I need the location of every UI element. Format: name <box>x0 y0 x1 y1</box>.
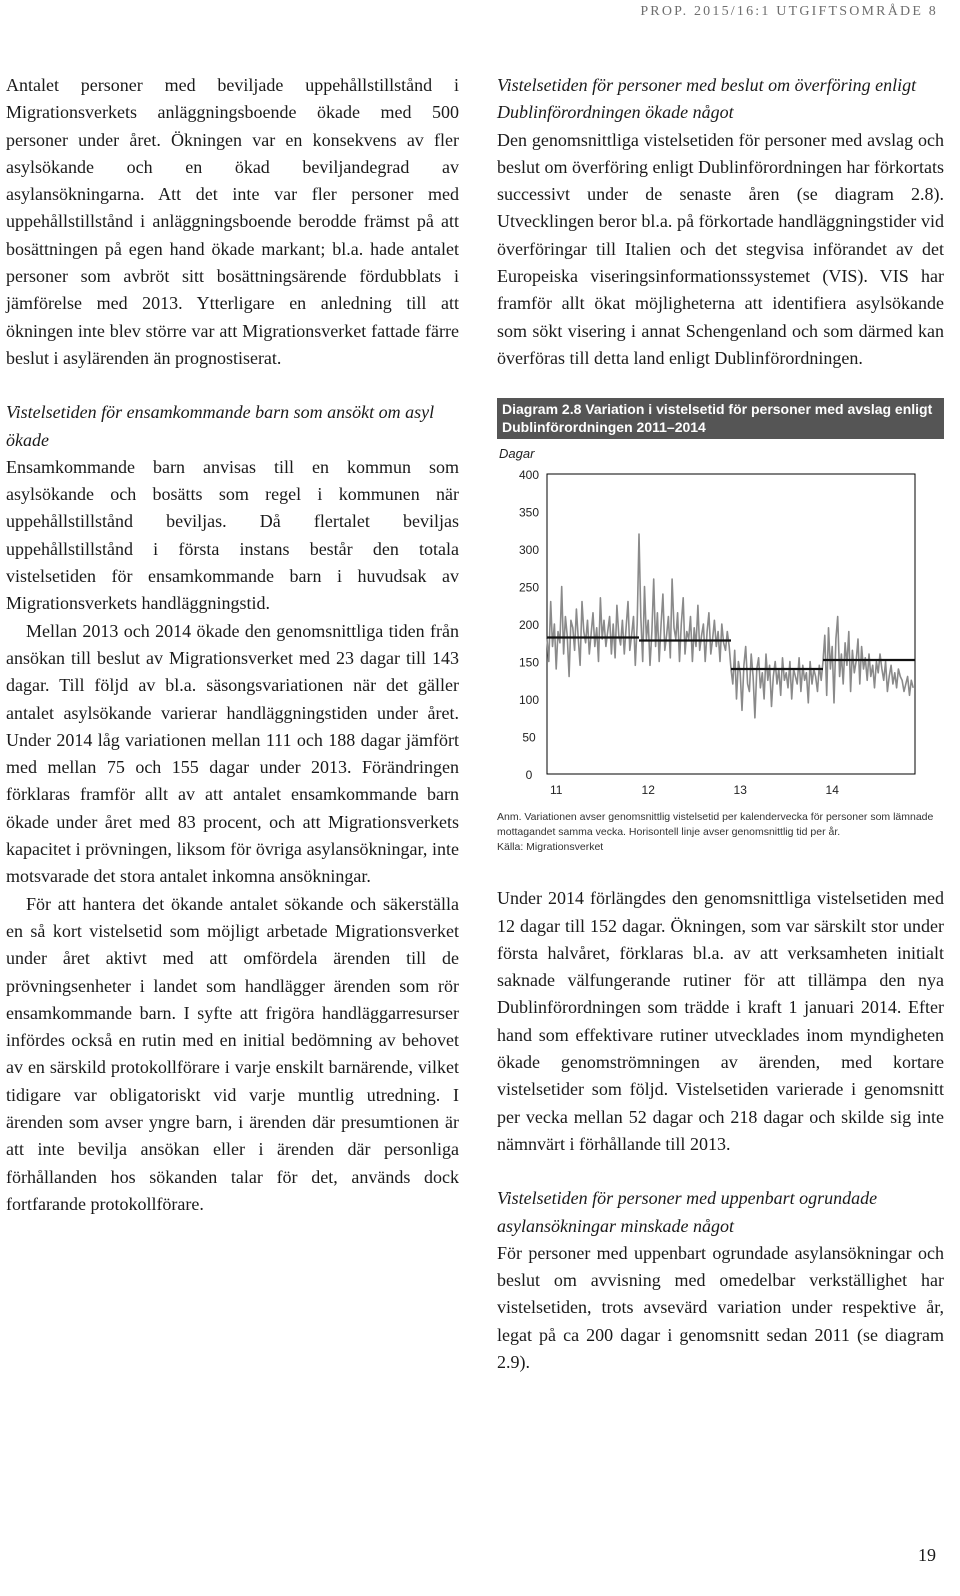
chart-area <box>497 466 927 808</box>
weekly-series-line <box>547 534 913 718</box>
right-paragraph-1: Den genomsnittliga vistelsetiden för personer med avslag och beslut om överföring enligt Dublinförordningen har förkortats successivt under de senaste åren (se diagram 2.8). Utvecklingen beror bl.a. på förkortade handläggningstider vid överföringar till Italien och det stegvisa införandet av det Europeiska viseringsinformationssystemet (VIS). VIS har framför allt ökat möjligheterna att identifiera asylsökande som sökt visering i annat Schengenland och som därmed kan överföras till detta land enligt Dublinförordningen. <box>497 129 944 368</box>
right-paragraph-2: Under 2014 förlängdes den genomsnittliga vistelsetiden med 12 dagar till 152 dagar. Ökningen, som var särskilt stor under första halvåret, förklaras bl.a. av att verksamheten initialt saknade välfungerande rutiner för att tillämpa den nya Dublinförordningen som trädde i kraft 1 januari 2014. Efter hand som effektivare rutiner utvecklades inom myndigheten ökade genomströmningen av ärenden, med kortare vistelsetider som följd. Vistelsetiden varierade i genomsnitt per vecka mellan 52 dagar och 218 dagar och skilde sig inte nämnvärt i förhållande till 2013. <box>497 888 944 1154</box>
diagram-unit-label: Dagar <box>499 446 535 462</box>
y-tick-label: 150 <box>518 655 540 670</box>
line-chart <box>497 466 927 808</box>
y-tick-label: 350 <box>518 505 540 520</box>
diagram-title-bar <box>497 398 944 439</box>
diagram-title: Variation i vistelsetid för personer med avslag enligt Dublinförordningen 2011–2014 <box>502 401 933 436</box>
left-paragraph-1: Antalet personer med beviljade uppehållstillstånd i Migrationsverkets anläggningsboende ökade med 500 personer under året. Ökningen var en konsekvens av fler asylsökande och en ökad beviljandegrad av asylansökningarna. Att det inte var fler personer med uppehållstillstånd i anläggningsboende berodde främst på att bosättningen på egen hand ökade markant; bl.a. hade antalet personer som avbröt sitt bosättningsärende fördubblats i jämförelse med 2013. Ytterligare en anledning till att ökningen inte blev större var att Migrationsverket fattade färre beslut i asylärenden än prognostiserat. <box>6 75 459 368</box>
diagram-label: Diagram 2.8 <box>502 401 582 418</box>
diagram-note-text: Anm. Variationen avser genomsnittlig vistelsetid per kalendervecka för personer som lämnade mottagandet samma vecka. Horisontell linje avser genomsnittlig tid per år. <box>497 811 934 839</box>
left-paragraph-4: För att hantera det ökande antalet sökande och säkerställa en så kort vistelsetid som möjligt arbetade Migrationsverket under året aktivt med att omfördela ärenden till de prövningsenheter i landet som handlägger ärenden som rör ensamkommande barn. I syfte att frigöra handläggarresurser infördes också en rutin med en initial bedömning av behovet av en särskild protokollförare i varje enskilt barnärende, vilket tidigare var obligatoriskt vid varje muntlig utredning. I ärenden som avser yngre barn, i ärenden där presumtionen är att inte bevilja ansökan eller i ärenden där personliga förhållanden hos sökanden talar för det, används dock fortfarande protokollförare. <box>6 893 459 1214</box>
y-tick-label: 0 <box>525 768 533 783</box>
x-tick-label: 14 <box>825 783 839 798</box>
diagram-source: Källa: Migrationsverket <box>497 841 604 854</box>
y-tick-label: 250 <box>518 580 540 595</box>
left-paragraph-2: Ensamkommande barn anvisas till en kommun som asylsökande och bosätts som regel i kommunen när uppehållstillstånd beviljas. Då flertalet beviljas uppehållstillstånd i första instans består den totala vistelsetiden för ensamkommande barn i huvudsak av Migrationsverkets handläggningstid. <box>6 456 459 614</box>
right-paragraph-3: För personer med uppenbart ogrundade asylansökningar och beslut om avvisning med omedelbar verkställighet har vistelsetiden, trots avsevärd variation under respektive år, legat på ca 200 dagar i genomsnitt sedan 2011 (se diagram 2.9). <box>497 1242 944 1373</box>
x-tick-label: 13 <box>733 783 747 798</box>
diagram-2-8 <box>497 398 944 855</box>
left-subheading-1: Vistelsetiden för ensamkommande barn som ansökt om asyl ökade <box>6 402 435 450</box>
y-tick-label: 400 <box>518 468 540 483</box>
right-subheading-2: Vistelsetiden för personer med uppenbart ogrundade asylansökningar minskade något <box>497 1188 878 1236</box>
running-header: PROP. 2015/16:1 UTGIFTSOMRÅDE 8 <box>640 4 938 19</box>
diagram-note <box>497 810 937 855</box>
right-column <box>497 72 944 1376</box>
left-column <box>6 72 459 1218</box>
y-tick-label: 200 <box>518 618 540 633</box>
right-subheading-1: Vistelsetiden för personer med beslut om överföring enligt Dublinförordningen ökade något <box>497 75 917 123</box>
page-number: 19 <box>918 1545 936 1565</box>
x-tick-label: 11 <box>549 783 563 798</box>
y-tick-label: 50 <box>522 730 536 745</box>
x-tick-label: 12 <box>641 783 655 798</box>
left-paragraph-3: Mellan 2013 och 2014 ökade den genomsnittliga tiden från ansökan till beslut av Migrationsverket med 23 dagar till 143 dagar. Till följd av bl.a. säsongsvariationen när det gäller antalet asylsökande varierar handläggningstiden under året. Under 2014 låg variationen mellan 111 och 188 dagar jämfört med mellan 75 och 155 dagar under 2013. Förändringen förklaras framför allt av att antalet ensamkommande barn ökade under året med 83 procent, och att Migrationsverkets kapacitet i prövningen, liksom för övriga asylansökningar, inte motsvarade det stora antalet inkomna ansökningar. <box>6 620 459 887</box>
y-tick-label: 100 <box>518 693 540 708</box>
y-tick-label: 300 <box>518 543 540 558</box>
